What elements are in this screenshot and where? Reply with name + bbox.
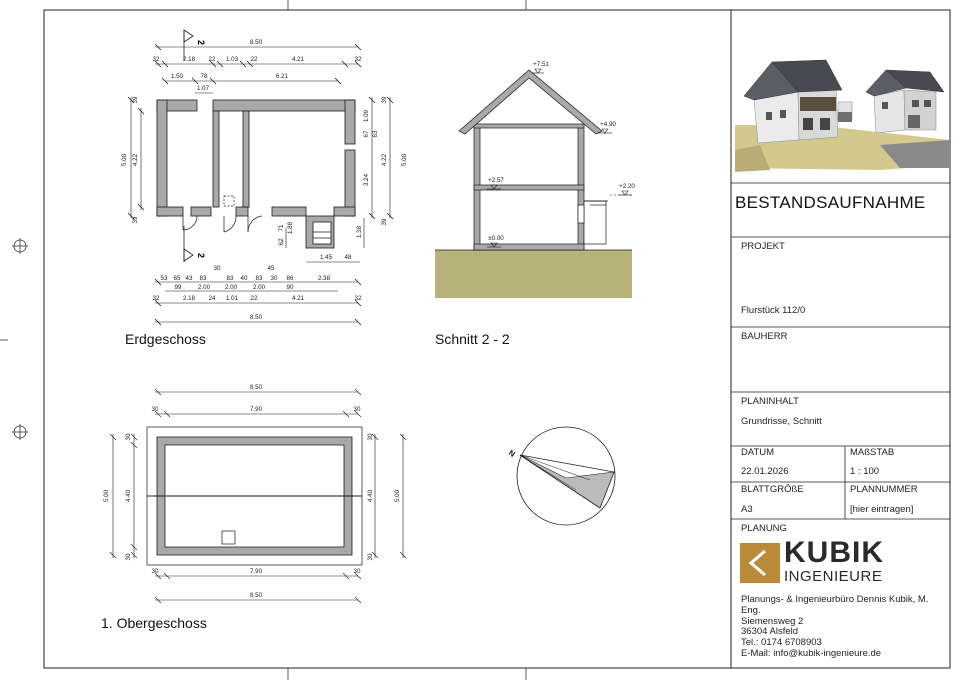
view-title-erdgeschoss: Erdgeschoss: [125, 331, 206, 347]
section-marker-bottom: [184, 226, 206, 262]
dim-og-bot-inner: 7.90: [249, 568, 263, 575]
dim-eg-top: 2.18: [182, 56, 196, 63]
dim-eg-right-a: 1.09: [363, 109, 370, 123]
dim-og-top-30: 30: [151, 406, 159, 413]
dim-eg-right-39: 39: [381, 218, 388, 226]
dim-eg-right-b: 67: [363, 130, 370, 138]
dim-eg-right-c: 63: [372, 130, 379, 138]
dim-eg-left-outer: 5.00: [121, 153, 128, 167]
dim-eg-bot3: 4.21: [291, 295, 305, 302]
dim-eg-angle: 45: [267, 265, 275, 272]
value-flurstueck: Flurstück 112/0: [741, 305, 806, 316]
dim-eg-stair: 1.88: [287, 221, 294, 235]
dim-eg-bot3: 24: [208, 295, 216, 302]
dim-eg-right-inner: 4.22: [381, 153, 388, 167]
obergeschoss-plan: [103, 384, 406, 603]
dim-og-left-inner: 4.40: [125, 489, 132, 503]
kubik-logo: [740, 543, 780, 583]
dim-eg-bot: 40: [240, 275, 248, 282]
dim-eg-bot: 83: [226, 275, 234, 282]
dim-og-left-30: 30: [125, 433, 132, 441]
dim-eg-bot3: 1.01: [225, 295, 239, 302]
value-blattgroesse: A3: [741, 504, 753, 515]
dim-eg-top2: 1.50: [170, 73, 184, 80]
dim-eg-left-inner: 4.22: [132, 153, 139, 167]
dim-eg-bot: 86: [286, 275, 294, 282]
dim-eg-bot-total: 8.50: [249, 314, 263, 321]
dim-og-right-inner: 4.40: [367, 489, 374, 503]
north-label: N: [506, 448, 517, 459]
view-title-obergeschoss: 1. Obergeschoss: [101, 615, 207, 631]
level-annex: +2.20: [619, 183, 635, 190]
address-line: E-Mail: info@kubik-ingenieure.de: [741, 647, 882, 659]
dim-og-top-total: 8.50: [249, 384, 263, 391]
dim-eg-top: 32: [152, 56, 160, 63]
registration-mark: [12, 238, 28, 440]
value-planinhalt: Grundrisse, Schnitt: [741, 416, 822, 427]
eg-entry-steps: [306, 216, 334, 248]
label-massstab: MAßSTAB: [850, 447, 895, 458]
dim-eg-left-39: 39: [132, 216, 139, 224]
address-line: 36304 Alsfeld: [741, 626, 799, 638]
dim-eg-top: 22: [250, 56, 258, 63]
section-number: 2: [196, 40, 206, 46]
dim-og-right-30: 30: [367, 433, 374, 441]
dim-eg-left-39: 39: [132, 96, 139, 104]
label-planinhalt: PLANINHALT: [741, 396, 799, 407]
dim-eg-bot: 30: [270, 275, 278, 282]
dim-eg-bot2: 2.00: [252, 284, 266, 291]
kubik-logo-sub: INGENIEURE: [784, 568, 883, 585]
dim-eg-bot: 30: [213, 265, 221, 272]
label-planung: PLANUNG: [741, 523, 787, 534]
address-line: Eng.: [741, 604, 761, 616]
label-blattgroesse: BLATTGRÖßE: [741, 484, 804, 495]
label-bauherr: BAUHERR: [741, 331, 788, 342]
dim-eg-top: 4.21: [291, 56, 305, 63]
dim-eg-bot: 43: [185, 275, 193, 282]
dim-eg-bot: 53: [160, 275, 168, 282]
section-drawing: [435, 61, 635, 298]
label-projekt: PROJEKT: [741, 241, 785, 252]
dim-eg-top: 32: [354, 56, 362, 63]
drawing-heading: BESTANDSAUFNAHME: [735, 193, 926, 212]
dim-eg-bot2: 2.00: [224, 284, 238, 291]
dim-eg-stair: 1.38: [356, 225, 363, 239]
ground-fill: [435, 250, 632, 298]
address-line: Tel.: 0174 6708903: [741, 637, 822, 649]
dim-eg-top2: 78: [200, 73, 208, 80]
dim-og-left-outer: 5.00: [103, 489, 110, 503]
dim-eg-top2: 6.21: [275, 73, 289, 80]
dim-eg-bot2: 90: [286, 284, 294, 291]
dim-eg-top-total: 8.50: [249, 39, 263, 46]
kubik-logo-word: KUBIK: [784, 536, 884, 569]
eg-walls: [157, 100, 355, 216]
label-datum: DATUM: [741, 447, 775, 458]
dim-eg-bot2: 2.00: [197, 284, 211, 291]
dim-eg-bot: 83: [255, 275, 263, 282]
dim-eg-bot2: 99: [174, 284, 182, 291]
dim-eg-right-d: 3.24: [363, 173, 370, 187]
dim-eg-bot: 83: [199, 275, 207, 282]
dim-eg-stair: 62: [278, 238, 285, 246]
section-number: 2: [196, 253, 206, 259]
address-line: Siemensweg 2: [741, 615, 804, 627]
dim-eg-right-39: 39: [381, 96, 388, 104]
dim-og-bot-30: 30: [353, 568, 361, 575]
dim-eg-bot: 65: [173, 275, 181, 282]
dim-eg-stair: 1.45: [319, 254, 333, 261]
level-eaves: +4.90: [600, 121, 616, 128]
dim-eg-bot3: 32: [354, 295, 362, 302]
dim-eg-top: 22: [208, 56, 216, 63]
dim-eg-top: 1.03: [225, 56, 239, 63]
dim-eg-bot3: 22: [250, 295, 258, 302]
label-plannummer: PLANNUMMER: [850, 484, 918, 495]
dim-eg-bot3: 2.18: [182, 295, 196, 302]
value-datum: 22.01.2026: [741, 466, 789, 477]
dim-eg-bot3: 32: [152, 295, 160, 302]
dim-og-left-30: 30: [125, 553, 132, 561]
address-block: [741, 595, 928, 660]
dim-og-right-30: 30: [367, 553, 374, 561]
dim-og-top-inner: 7.90: [249, 406, 263, 413]
dim-og-right-outer: 5.00: [394, 489, 401, 503]
kubik-logo-icon: [740, 543, 780, 583]
dim-eg-stair: 48: [344, 254, 352, 261]
dim-eg-right-outer: 5.00: [401, 153, 408, 167]
level-ridge: +7.51: [533, 61, 549, 68]
level-ground: ±0.00: [488, 235, 504, 242]
erdgeschoss-plan: [121, 30, 408, 325]
dim-og-bot-total: 8.50: [249, 592, 263, 599]
value-massstab: 1 : 100: [850, 466, 880, 477]
value-plannummer: [hier eintragen]: [850, 504, 914, 515]
north-arrow: [507, 427, 615, 525]
level-first-floor: +2.57: [488, 177, 504, 184]
address-line: Planungs- & Ingenieurbüro Dennis Kubik, M.: [741, 594, 929, 605]
dim-og-bot-30: 30: [151, 568, 159, 575]
dim-eg-bot: 2.38: [317, 275, 331, 282]
view-title-schnitt: Schnitt 2 - 2: [435, 331, 510, 347]
dim-eg-stair: 71: [278, 224, 285, 232]
building-render: [735, 60, 950, 172]
dim-og-top-30: 30: [353, 406, 361, 413]
dim-eg-top3: 1.07: [196, 85, 210, 92]
